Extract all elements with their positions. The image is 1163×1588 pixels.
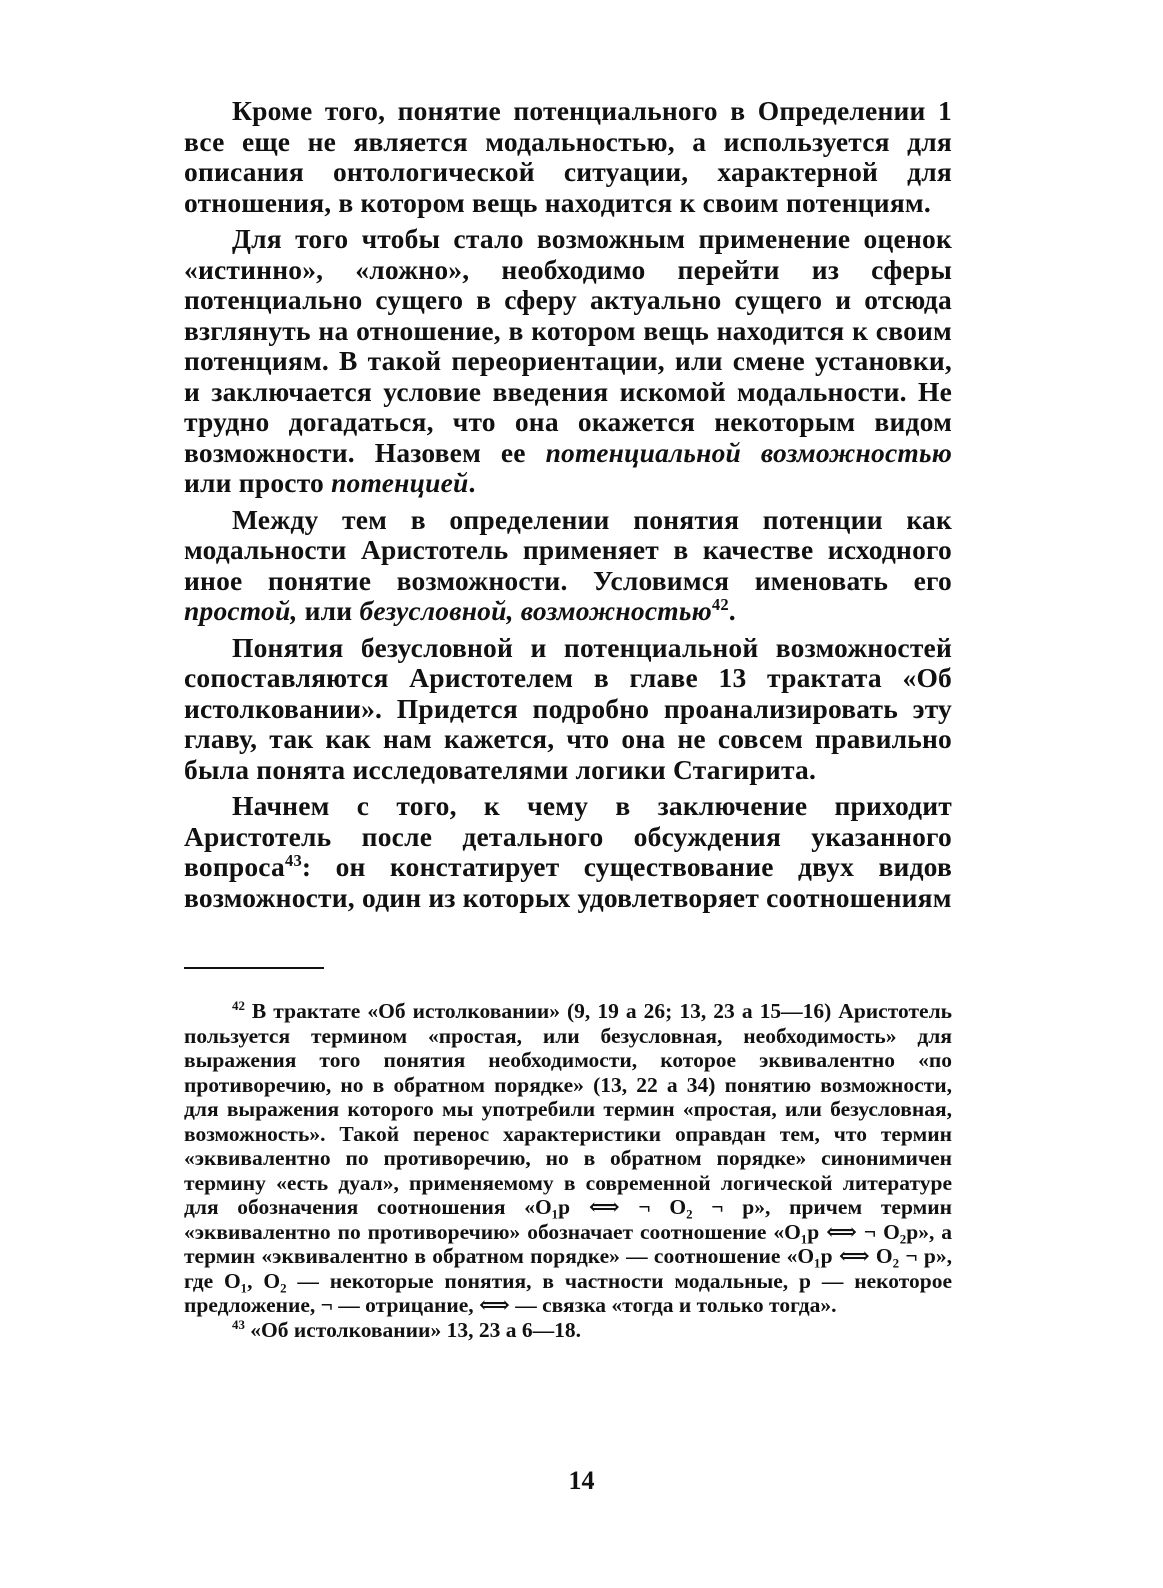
- paragraph-5: [184, 791, 952, 913]
- footnote-ref-43[interactable]: 43: [285, 850, 302, 870]
- footnote-42-text: В трактате «Об истолковании» (9, 19 а 26; 13, 23 а 15—16) Аристотель пользуется термином «простая, или безусловная, необходимость» для выражения того понятия необходимости, которое эквивалентно «по противоречию, но в обратном порядке» (13, 22 а 34) понятию возможности, для выражения которого мы употребили термин «простая, или безусловная, возможность». Такой перенос характеристики оправдан тем, что термин «эквивалентно по противоречию, но в обратном порядке» синонимичен термину «есть дуал», применяемому в современной логической литературе для обозначения соотношения «O₁p ⟺ ¬ O₂ ¬ p», причем термин «эквивалентно по противоречию» обозначает соотношение «O₁p ⟺ ¬ O₂p», а термин «эквивалентно в обратном порядке» — соотношение «O₁p ⟺ O₂ ¬ p», где O₁, O₂ — некоторые понятия, в частности модальные, p — некоторое предложение, ¬ — отрицание, ⟺ — связка «тогда и только тогда».: [184, 999, 952, 1317]
- term-potency: потенцией: [331, 467, 469, 498]
- paragraph-4: Понятия безусловной и потенциальной возможностей сопоставляются Аристотелем в главе 13 трактата «Об истолковании». Придется подробно проанализировать эту главу, так как нам кажется, что она не совсем правильно была понята исследователями логики Стагирита.: [184, 631, 952, 785]
- footnote-ref-42[interactable]: 42: [711, 594, 729, 614]
- page-number: 14: [568, 1466, 595, 1495]
- paragraph-5-end: : он констатирует существование двух видов возможности, один из которых удовлетворяет соотношениям: [184, 851, 952, 913]
- book-page: [184, 96, 952, 1342]
- paragraph-2-text: Для того чтобы стало возможным применение оценок «истинно», «ложно», необходимо перейти из сферы потенциально сущего в сферу актуально сущего и отсюда взглянуть на отношение, в котором вещь находится к своим потенциям. В такой переориентации, или смене установки, и заключается условие введения искомой модальности. Не трудно догадаться, что она окажется некоторым видом возможности. Назовем ее: [184, 223, 952, 468]
- footnote-marker-42: 42: [232, 998, 245, 1013]
- footnote-43-text: «Об истолковании» 13, 23 а 6—18.: [244, 1317, 581, 1342]
- paragraph-5-text: Начнем с того, к чему в заключение приходит Аристотель после детального обсуждения указанного вопроса: [184, 790, 952, 882]
- paragraph-3-text: Между тем в определении понятия потенции как модальности Аристотель применяет в качестве исходного иное понятие возможности. Условимся именовать его: [184, 503, 952, 596]
- paragraph-1: Кроме того, понятие потенциального в Определении 1 все еще не является модальностью, а используется для описания онтологической ситуации, характерной для отношения, в котором вещь находится к своим потенциям.: [184, 95, 952, 218]
- paragraph-2-mid: или просто: [184, 467, 332, 498]
- paragraph-2-end: .: [468, 467, 476, 498]
- paragraph-3-mid: или: [297, 595, 360, 626]
- footnote-marker-43: 43: [232, 1317, 245, 1332]
- footnote-43: [184, 1318, 952, 1343]
- term-potential-possibility: потенциальной возможностью: [545, 436, 952, 468]
- main-text: [184, 96, 952, 913]
- footnotes: [184, 999, 952, 1342]
- term-unconditional-possibility: безусловной, возможностью: [359, 595, 712, 626]
- paragraph-2: [184, 224, 952, 499]
- paragraph-3: [184, 505, 952, 627]
- paragraph-3-end: .: [728, 595, 736, 626]
- footnote-42: [184, 999, 952, 1318]
- term-simple: простой,: [184, 595, 298, 626]
- footnote-divider: [184, 967, 324, 969]
